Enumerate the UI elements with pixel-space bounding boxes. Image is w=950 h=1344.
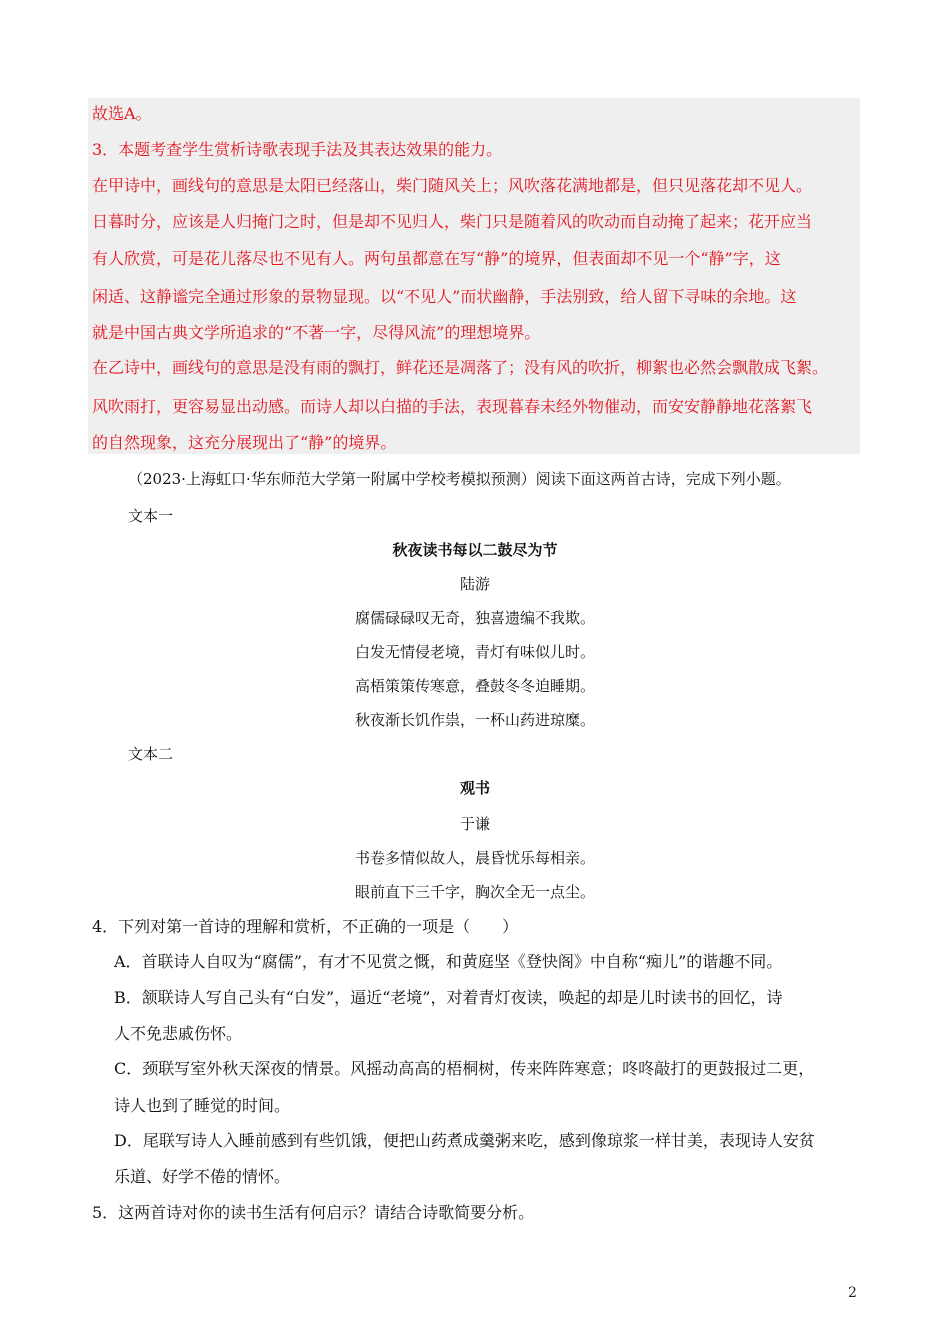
text2-poem-line-1: 书卷多情似故人，晨昏忧乐每相亲。: [354, 849, 595, 867]
question-4-option-d: D．尾联写诗人入睡前感到有些饥饿，便把山药煮成羹粥来吃，感到像琼浆一样甘美，表现诗人安贫: [114, 1131, 815, 1150]
text1-poem-title: 秋夜读书每以二鼓尽为节: [392, 541, 558, 559]
text1-poem-line-2: 白发无情侵老境，青灯有味似儿时。: [354, 643, 595, 661]
answer-line-1: 故选A。: [92, 104, 152, 123]
question-4-option-d-cont: 乐道、好学不倦的情怀。: [114, 1167, 291, 1186]
text1-poem-line-3: 高梧策策传寒意，叠鼓冬冬迫睡期。: [354, 677, 595, 695]
answer-line-8: 在乙诗中，画线句的意思是没有雨的飘打，鲜花还是凋落了；没有风的吹折，柳絮也必然会飘散成飞絮。: [92, 358, 829, 377]
answer-line-6: 闲适、这静谧完全通过形象的景物显现。以“不见人”而状幽静，手法别致，给人留下寻味的余地。这: [92, 287, 797, 306]
question-5-stem: 5．这两首诗对你的读书生活有何启示？请结合诗歌简要分析。: [92, 1203, 535, 1222]
answer-line-9: 风吹雨打，更容易显出动感。而诗人却以白描的手法，表现暮春未经外物催动，而安安静静地花落絮飞: [92, 397, 813, 416]
question-4-option-b-cont: 人不免悲戚伤怀。: [114, 1024, 243, 1043]
question-4-option-c: C．颈联写室外秋天深夜的情景。风摇动高高的梧桐树，传来阵阵寒意；咚咚敲打的更鼓报过二更，: [114, 1059, 815, 1078]
text1-poem-line-4: 秋夜渐长饥作祟，一杯山药进琼糜。: [354, 711, 595, 729]
text2-poem-title: 观书: [459, 779, 490, 797]
text2-label: 文本二: [128, 745, 174, 763]
question-4-option-b: B．颔联诗人写自己头有“白发”，逼近“老境”，对着青灯夜读，唤起的却是儿时读书的回忆，诗: [114, 988, 783, 1007]
text2-poem-line-2: 眼前直下三千字，胸次全无一点尘。: [354, 883, 595, 901]
question-4-stem: 4．下列对第一首诗的理解和赏析，不正确的一项是（ ）: [92, 917, 519, 936]
page-number: 2: [848, 1285, 857, 1301]
answer-line-3: 在甲诗中，画线句的意思是太阳已经落山，柴门随风关上；风吹落花满地都是，但只见落花却不见人。: [92, 176, 813, 195]
answer-line-5: 有人欣赏，可是花儿落尽也不见有人。两句虽都意在写“静”的境界，但表面却不见一个“静”字，这: [92, 249, 781, 268]
question-intro: （2023·上海虹口·华东师范大学第一附属中学校考模拟预测）阅读下面这两首古诗，完成下列小题。: [128, 470, 791, 488]
text1-poem-line-1: 腐儒碌碌叹无奇，独喜遗编不我欺。: [354, 609, 595, 627]
text2-poem-author: 于谦: [459, 815, 490, 833]
answer-line-7: 就是中国古典文学所追求的“不著一字，尽得风流”的理想境界。: [92, 323, 541, 342]
question-4-option-a: A．首联诗人自叹为“腐儒”，有才不见赏之慨，和黄庭坚《登快阁》中自称“痴儿”的谐趣不同。: [114, 952, 783, 971]
answer-line-10: 的自然现象，这充分展现出了“静”的境界。: [92, 433, 397, 452]
text1-label: 文本一: [128, 507, 174, 525]
answer-line-2: 3．本题考查学生赏析诗歌表现手法及其表达效果的能力。: [92, 140, 503, 159]
question-4-option-c-cont: 诗人也到了睡觉的时间。: [114, 1096, 291, 1115]
text1-poem-author: 陆游: [459, 575, 490, 593]
answer-line-4: 日暮时分，应该是人归掩门之时，但是却不见归人，柴门只是随着风的吹动而自动掩了起来；花开应当: [92, 212, 813, 231]
